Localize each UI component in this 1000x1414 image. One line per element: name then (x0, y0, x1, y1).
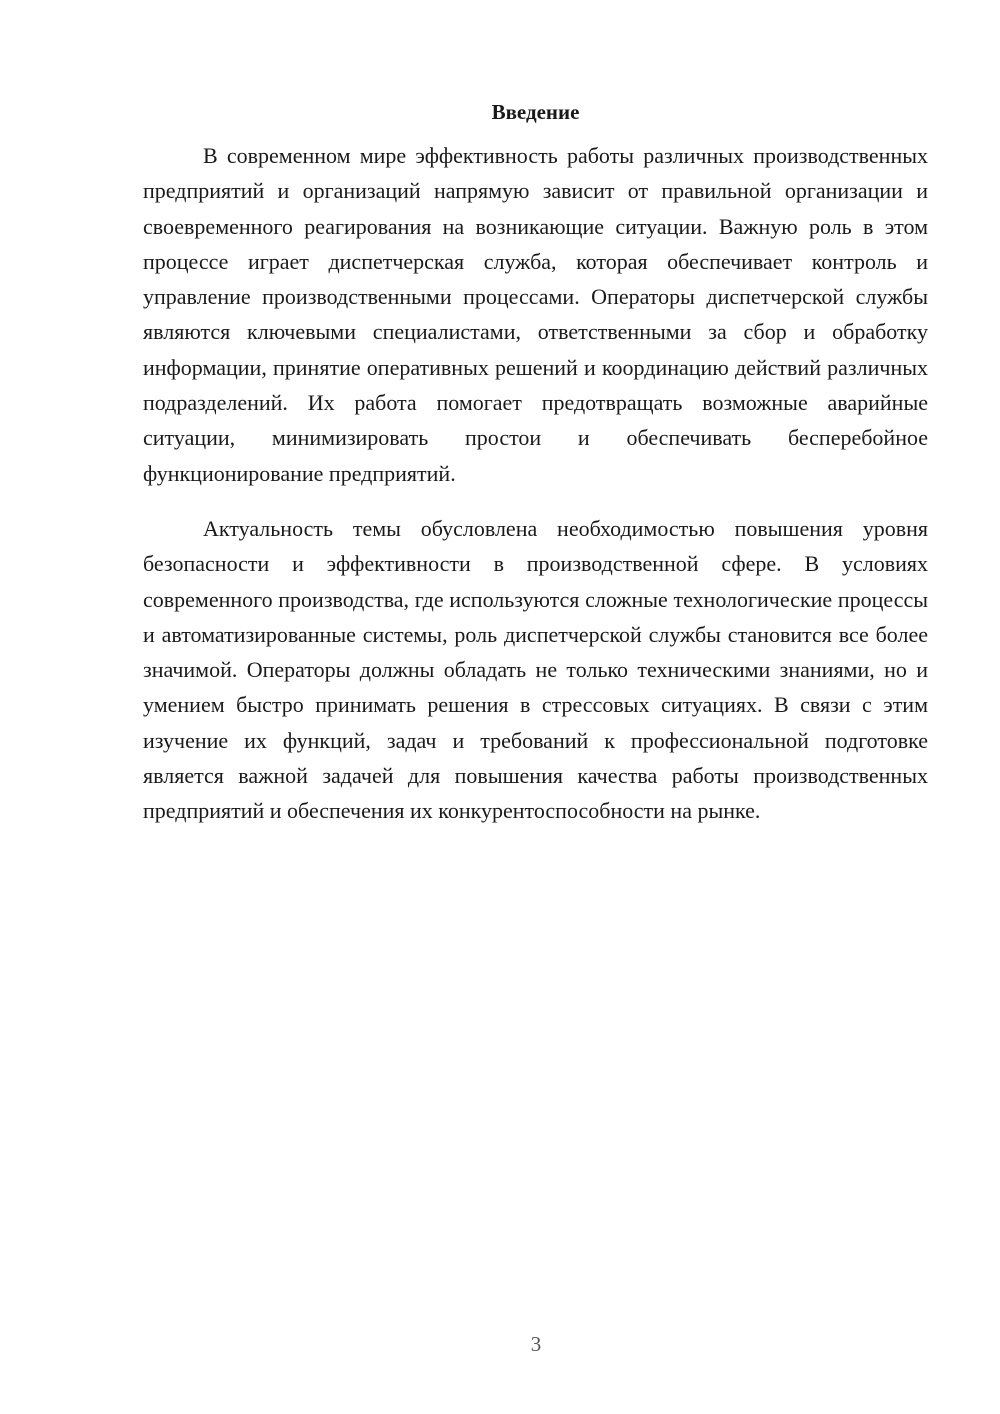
page-content (143, 96, 928, 829)
paragraph-intro: В современном мире эффективность работы различных производственных предприятий и организаций напрямую зависит от правильной организации и своевременного реагирования на возникающие ситуации. Важную роль в этом процессе играет диспетчерская служба, которая обеспечивает контроль и управление производственными процессами. Операторы диспетчерской службы являются ключевыми специалистами, ответственными за сбор и обработку информации, принятие оперативных решений и координацию действий различных подразделений. Их работа помогает предотвращать возможные аварийные ситуации, минимизировать простои и обеспечивать бесперебойное функционирование предприятий. (143, 143, 928, 486)
paragraph-relevance: Актуальность темы обусловлена необходимостью повышения уровня безопасности и эффективности в производственной сфере. В условиях современного производства, где используются сложные технологические процессы и автоматизированные системы, роль диспетчерской службы становится все более значимой. Операторы должны обладать не только техническими знаниями, но и умением быстро принимать решения в стрессовых ситуациях. В связи с этим изучение их функций, задач и требований к профессиональной подготовке является важной задачей для повышения качества работы производственных предприятий и обеспечения их конкурентоспособности на рынке. (143, 515, 928, 824)
section-title: Введение (491, 100, 580, 124)
page-number: 3 (530, 1332, 542, 1356)
